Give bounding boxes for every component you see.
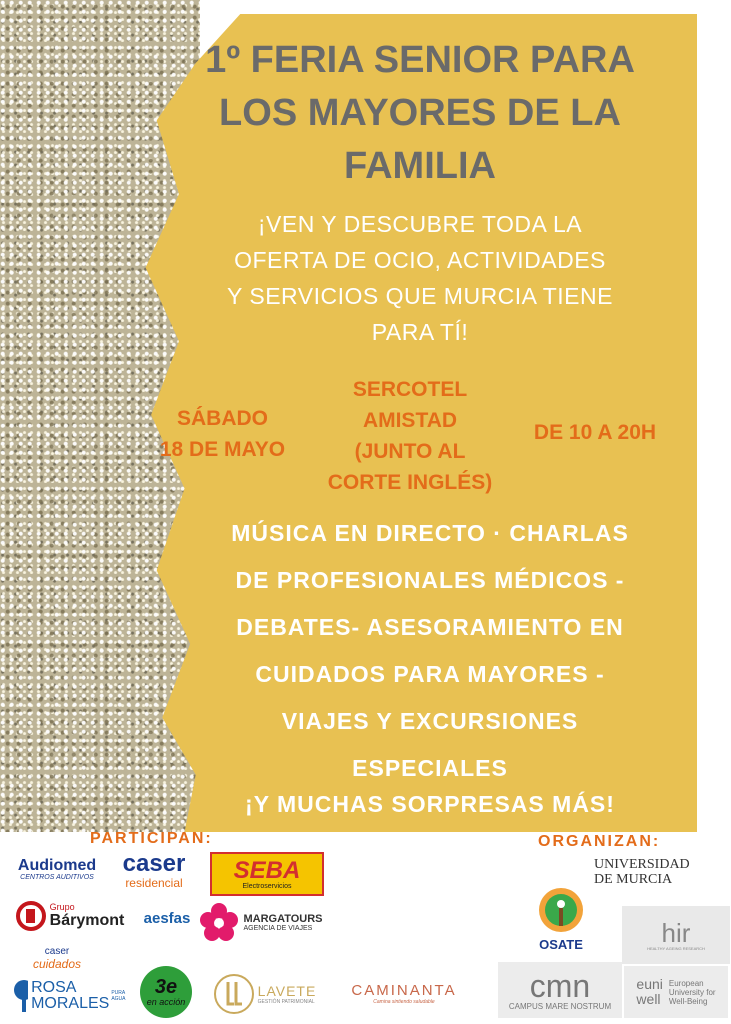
osate-logo: OSATE bbox=[526, 884, 596, 954]
barymont-icon bbox=[16, 901, 46, 931]
event-time: DE 10 A 20H bbox=[533, 421, 657, 444]
euniwell-logo: euni well European University for Well-Being bbox=[624, 966, 728, 1018]
audiomed-logo: Audiomed CENTROS AUDITIVOS bbox=[17, 856, 97, 881]
3e-en-accion-logo: 3e en acción bbox=[140, 966, 192, 1018]
lavete-emblem-icon bbox=[212, 972, 256, 1016]
surprise-text: ¡Y MUCHAS SORPRESAS MÁS! bbox=[245, 791, 615, 817]
intro-text: ¡VEN Y DESCUBRE TODA LA OFERTA DE OCIO, ACTIVIDADES Y SERVICIOS QUE MURCIA TIENE PARA TÍ! bbox=[227, 211, 613, 345]
event-venue: SERCOTEL AMISTAD (JUNTO AL CORTE INGLÉS) bbox=[327, 378, 493, 494]
event-date: SÁBADO 18 DE MAYO bbox=[159, 407, 286, 461]
caser-residencial-logo: caser residencial bbox=[122, 850, 186, 890]
rosa-morales-logo: ROSA MORALES PURA AGUA bbox=[10, 976, 130, 1016]
caser-cuidados-logo: caser cuidados bbox=[32, 945, 82, 971]
caminanta-logo: CAMINANTA Camina sintiendo saludable bbox=[351, 981, 457, 1005]
aesfas-logo: aesfas bbox=[143, 909, 191, 927]
program-list: MÚSICA EN DIRECTO · CHARLAS DE PROFESIONALES MÉDICOS - DEBATES- ASESORAMIENTO EN CUIDADOS PARA MAYORES - VIAJES Y EXCURSIONES ESPECIALES bbox=[231, 520, 629, 781]
page-title: 1º FERIA SENIOR PARA LOS MAYORES DE LA FAMILIA bbox=[205, 39, 635, 187]
margatours-logo: MARGATOURS AGENCIA DE VIAJES bbox=[198, 900, 324, 944]
campus-mare-nostrum-logo: cmn CAMPUS MARE NOSTRUM bbox=[498, 962, 622, 1018]
lavete-logo: LAVETE GESTIÓN PATRIMONIAL bbox=[206, 970, 322, 1018]
organizan-label: ORGANIZAN: bbox=[538, 833, 661, 850]
flower-icon bbox=[199, 902, 239, 942]
seba-logo: SEBA Electroservicios bbox=[210, 852, 324, 896]
osate-tree-icon bbox=[535, 886, 587, 938]
participan-label: PARTICIPAN: bbox=[90, 830, 213, 847]
tree-icon bbox=[10, 978, 28, 1014]
hir-logo: hir HEALTHY AGEING RESEARCH bbox=[622, 906, 730, 964]
barymont-logo: Grupo Bárymont bbox=[8, 898, 132, 934]
universidad-murcia-logo: UNIVERSIDAD DE MURCIA bbox=[594, 857, 690, 887]
